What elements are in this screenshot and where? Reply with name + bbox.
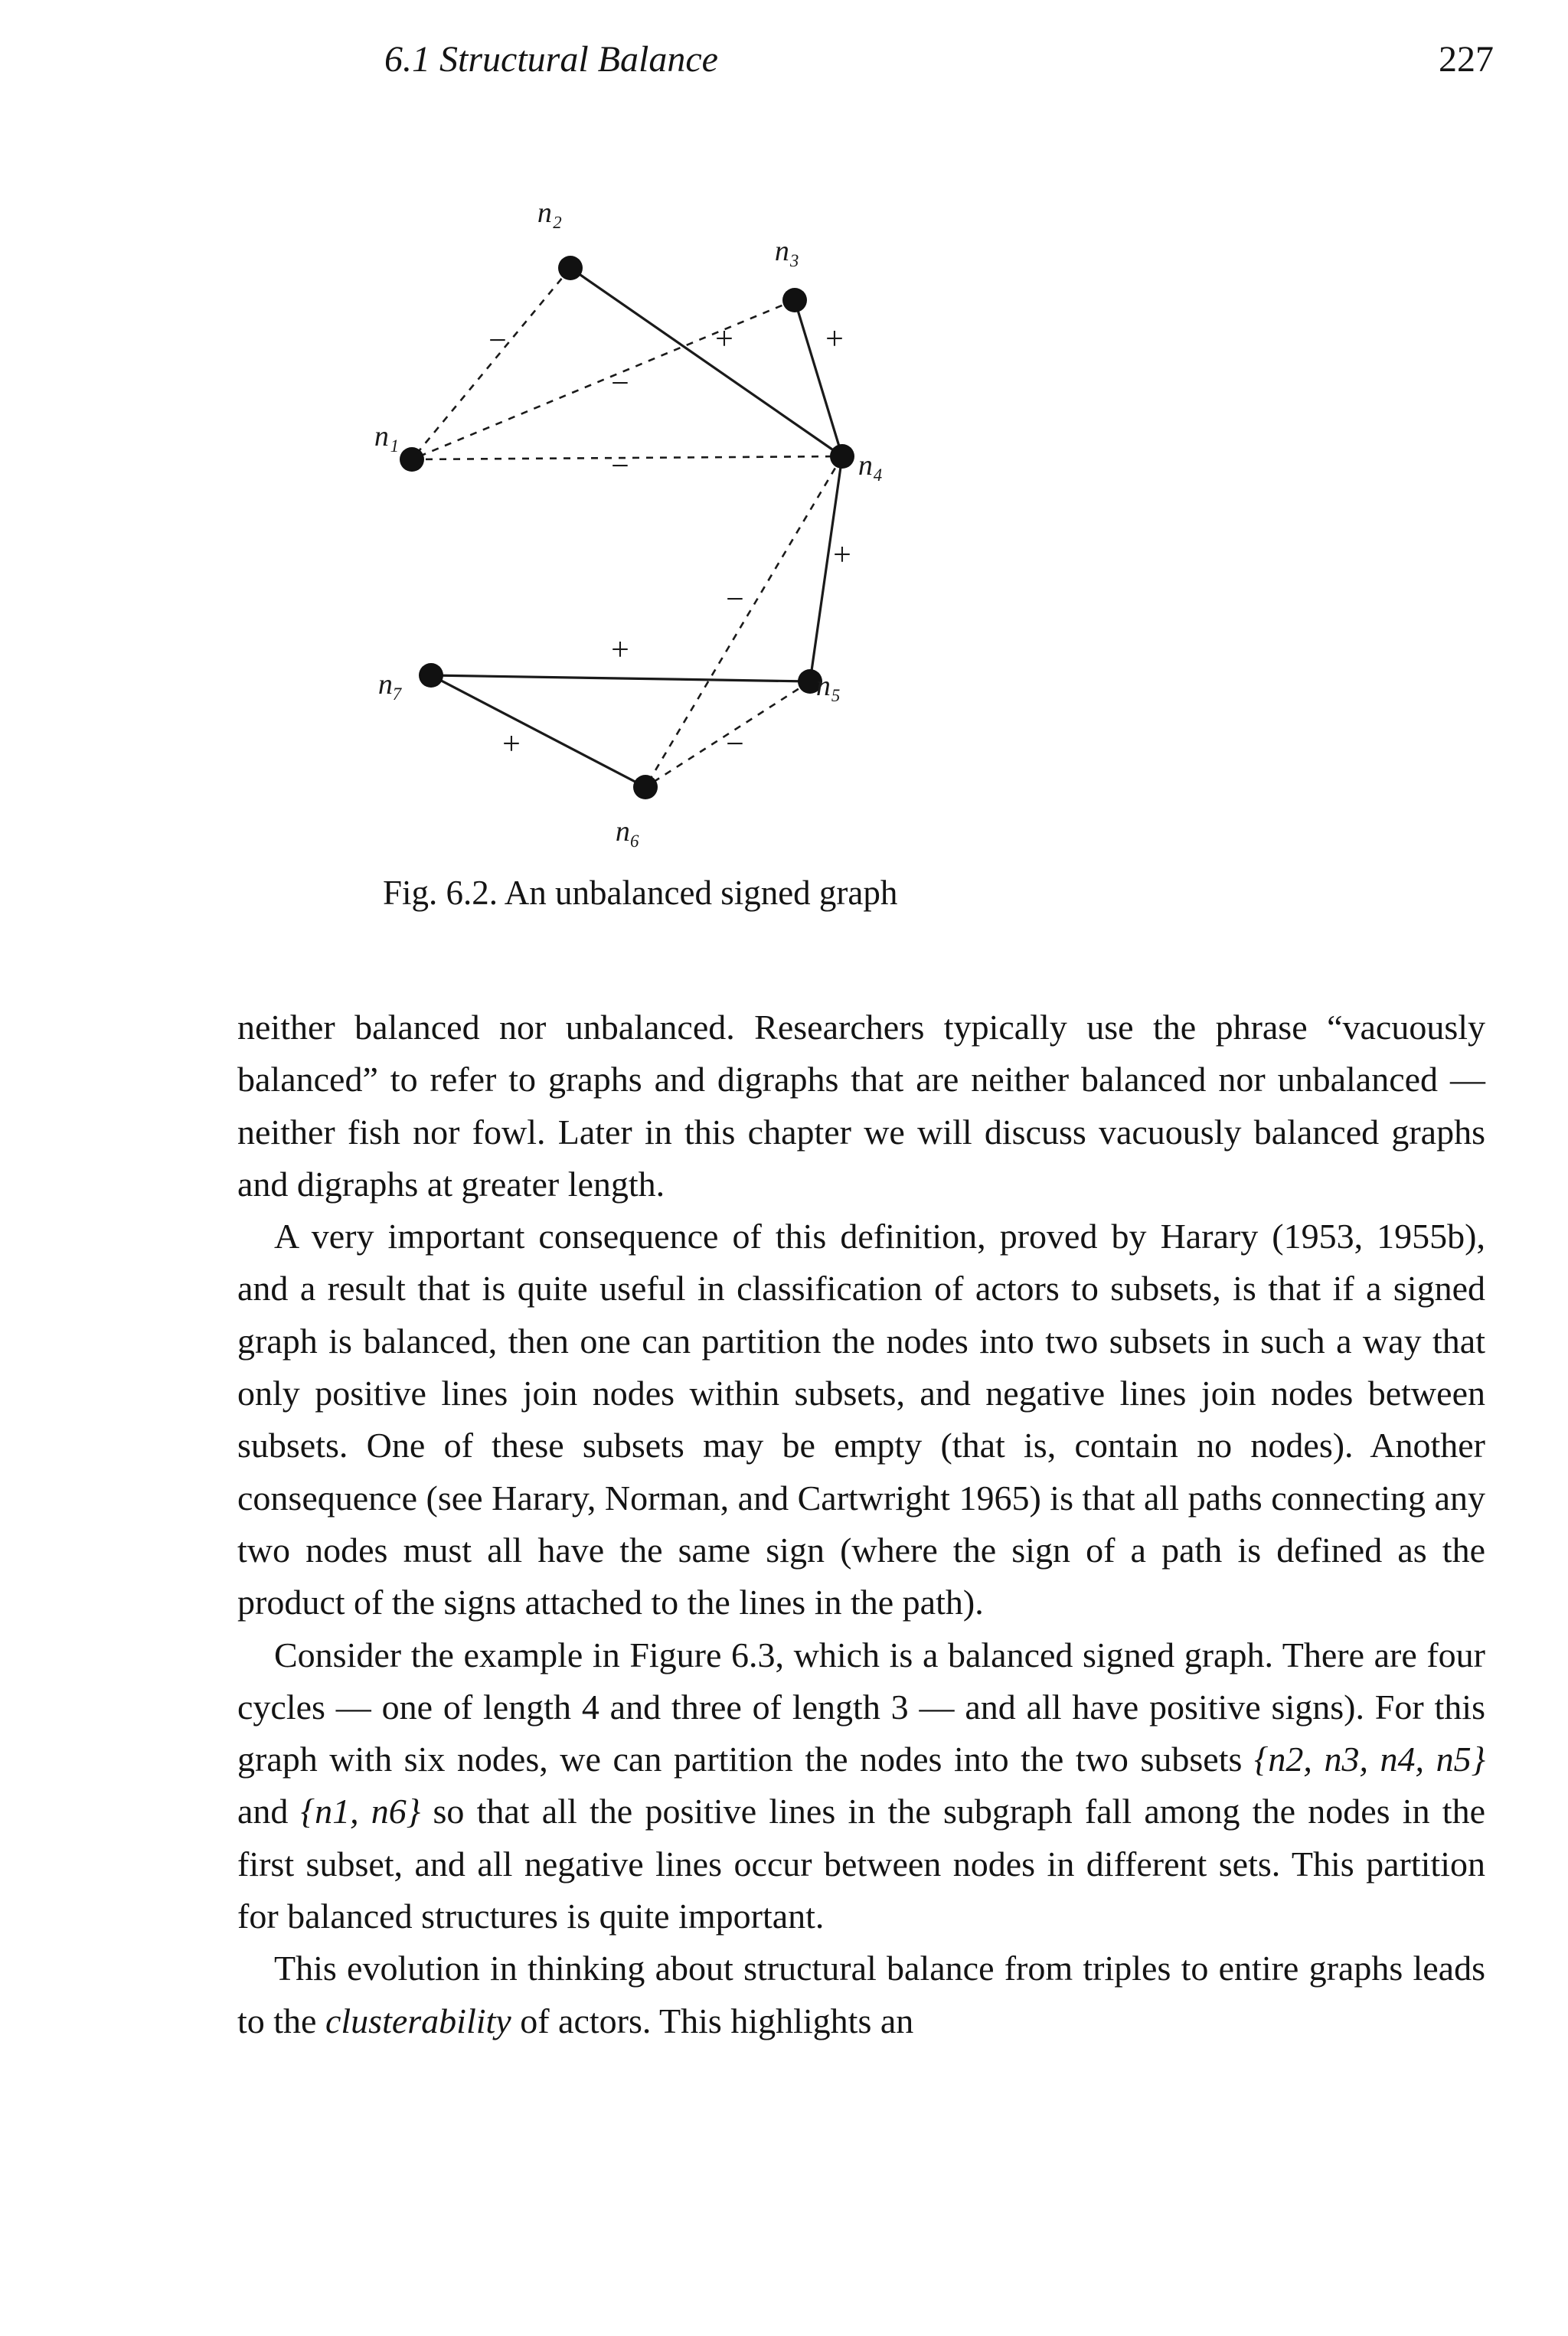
paragraph-1: neither balanced nor unbalanced. Researchers typically use the phrase “vacuously balanced” to refer to graphs and digraphs that are neither balanced nor unbalanced — neither fish nor fowl. Later in this chapter we will discuss vacuously balanced graphs and digraphs at greater length. <box>237 1008 1485 1204</box>
edge-n3-n1-negative <box>412 300 795 459</box>
paragraph-3-text-a: Consider the example in Figure 6.3, which is a balanced signed graph. There are four cycles — one of length 4 and three of length 3 — and all have positive signs). For this graph with six nodes, we can partition the nodes into the two subsets <box>237 1635 1485 1779</box>
node-label-n1: n₁ <box>374 420 400 452</box>
edge-sign-n4-n6: − <box>726 582 744 617</box>
edge-sign-n2-n4: + <box>715 322 733 357</box>
paragraph-3 <box>237 1629 1485 1943</box>
edge-n2-n1-negative <box>412 268 570 459</box>
body-text <box>237 1001 1485 2047</box>
subset-2: {n1, n6} <box>300 1792 421 1831</box>
edge-n7-n6-positive <box>431 675 645 787</box>
edge-sign-n2-n1: − <box>488 323 507 358</box>
node-n1 <box>400 447 424 472</box>
edge-n7-n5-positive <box>431 675 810 681</box>
node-n6 <box>633 775 658 799</box>
node-n4 <box>830 444 854 469</box>
page-number: 227 <box>1439 39 1494 80</box>
clusterability-term: clusterability <box>325 2001 511 2040</box>
node-label-n7: n₇ <box>377 668 403 701</box>
node-label-n3: n₃ <box>774 235 800 267</box>
node-label-n4: n₄ <box>858 449 884 482</box>
node-n7 <box>419 663 443 688</box>
edge-sign-n3-n1: − <box>611 366 629 401</box>
paragraph-3-text-c: so that all the positive lines in the subgraph fall among the nodes in the first subset, and all negative lines occur between nodes in different sets. This partition for balanced structures is quite important. <box>237 1792 1486 1936</box>
section-title: 6.1 Structural Balance <box>384 39 718 80</box>
edge-sign-n7-n6: + <box>502 727 521 762</box>
node-label-n5: n₅ <box>815 670 841 702</box>
edge-sign-n5-n6: − <box>726 727 744 762</box>
paragraph-3-text-b: and <box>237 1792 289 1831</box>
node-n2 <box>558 256 583 280</box>
edge-sign-n7-n5: + <box>611 632 629 668</box>
subset-1: {n2, n3, n4, n5} <box>1253 1740 1485 1779</box>
paragraph-4-text-b: of actors. This highlights an <box>520 2001 914 2040</box>
edge-sign-n1-n4: − <box>611 449 629 484</box>
signed-graph-figure <box>0 0 1568 865</box>
node-label-n6: n₆ <box>615 815 641 848</box>
paragraph-4 <box>237 1942 1485 2047</box>
node-label-n2: n₂ <box>537 197 563 229</box>
paragraph-4-text-a: This evolution in thinking about structural balance from triples to entire graphs leads to the <box>237 1949 1485 2040</box>
paragraph-2: A very important consequence of this definition, proved by Harary (1953, 1955b), and a result that is quite useful in classification of actors to subsets, is that if a signed graph is balanced, then one can partition the nodes into two subsets in such a way that only positive lines join nodes within subsets, and negative lines join nodes between subsets. One of these subsets may be empty (that is, contain no nodes). Another consequence (see Harary, Norman, and Cartwright 1965) is that all paths connecting any two nodes must all have the same sign (where the sign of a path is defined as the product of the signs attached to the lines in the path). <box>237 1217 1485 1622</box>
figure-caption: Fig. 6.2. An unbalanced signed graph <box>383 874 898 912</box>
node-n3 <box>782 288 807 312</box>
edge-sign-n3-n4: + <box>825 322 844 357</box>
edge-sign-n4-n5: + <box>833 537 851 573</box>
